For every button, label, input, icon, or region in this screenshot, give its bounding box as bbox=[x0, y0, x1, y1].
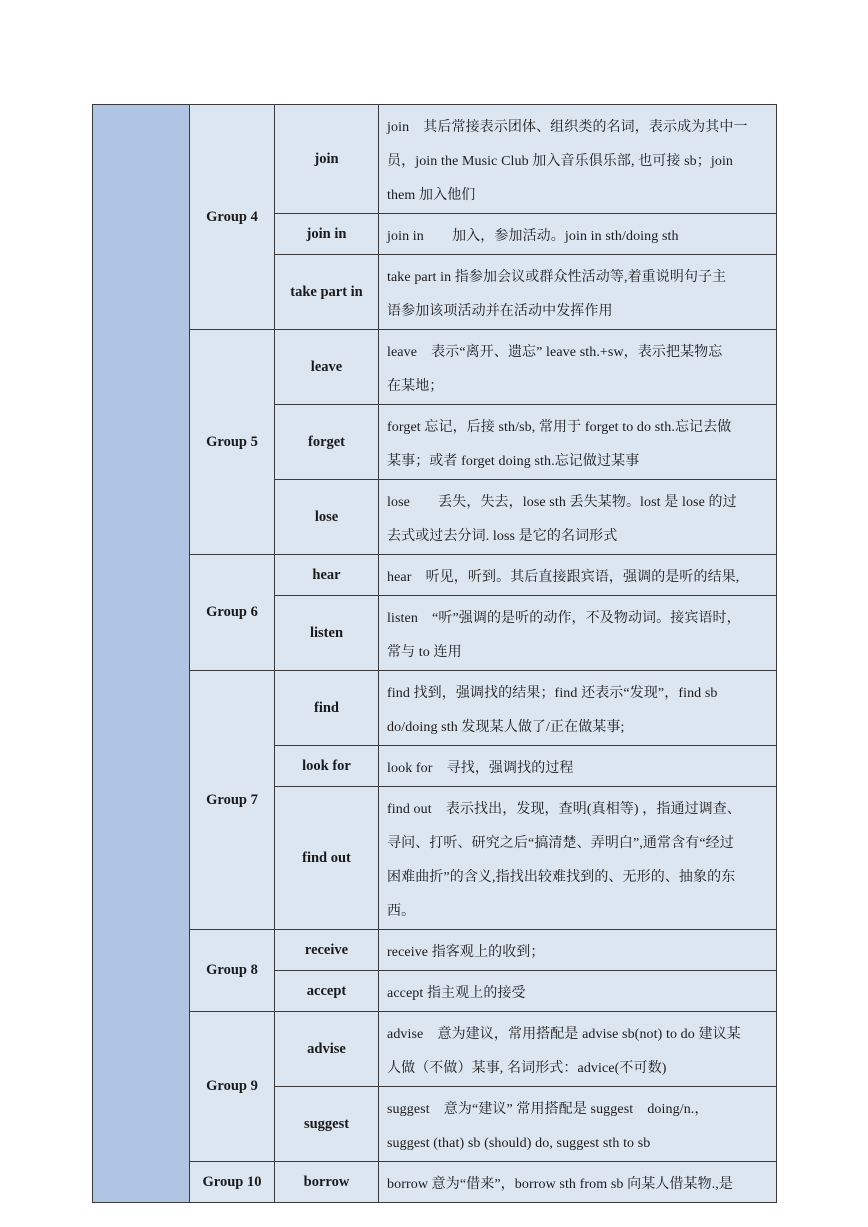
word-cell: hear bbox=[275, 555, 379, 596]
word-cell: leave bbox=[275, 330, 379, 405]
word-cell: listen bbox=[275, 596, 379, 671]
word-cell: look for bbox=[275, 746, 379, 787]
definition-line: 语参加该项活动并在活动中发挥作用 bbox=[387, 304, 613, 319]
definition-line: 人做（不做）某事, 名词形式：advice(不可数) bbox=[387, 1061, 667, 1076]
definition-cell bbox=[379, 746, 777, 787]
definition-cell bbox=[379, 330, 777, 405]
definition-line: join in 加入，参加活动。join in sth/doing sth bbox=[387, 229, 679, 244]
definition-line: 去式或过去分词. loss 是它的名词形式 bbox=[387, 529, 618, 544]
group-label: Group 5 bbox=[190, 330, 275, 555]
definition-line: 在某地； bbox=[387, 379, 444, 394]
definition-line: leave 表示“离开、遗忘” leave sth.+sw，表示把某物忘 bbox=[387, 345, 723, 360]
definition-line: find out 表示找出，发现，查明(真相等) ，指通过调查、 bbox=[387, 802, 741, 817]
definition-line: 寻问、打听、研究之后“搞清楚、弄明白”,通常含有“经过 bbox=[387, 836, 734, 851]
group-label: Group 6 bbox=[190, 555, 275, 671]
definition-line: 员，join the Music Club 加入音乐俱乐部, 也可接 sb；join bbox=[387, 154, 734, 169]
definition-line: 某事；或者 forget doing sth.忘记做过某事 bbox=[387, 454, 640, 469]
group-label: Group 7 bbox=[190, 671, 275, 930]
definition-cell bbox=[379, 671, 777, 746]
definition-line: borrow 意为“借来”，borrow sth from sb 向某人借某物.,是 bbox=[387, 1177, 733, 1192]
word-cell: advise bbox=[275, 1012, 379, 1087]
definition-cell bbox=[379, 1087, 777, 1162]
definition-line: take part in 指参加会议或群众性活动等,着重说明句子主 bbox=[387, 270, 727, 285]
word-cell: find out bbox=[275, 787, 379, 930]
word-cell: accept bbox=[275, 971, 379, 1012]
definition-line: advise 意为建议，常用搭配是 advise sb(not) to do 建议某 bbox=[387, 1027, 741, 1042]
definition-cell bbox=[379, 971, 777, 1012]
group-label: Group 8 bbox=[190, 930, 275, 1012]
word-cell: lose bbox=[275, 480, 379, 555]
definition-line: do/doing sth 发现某人做了/正在做某事; bbox=[387, 720, 625, 735]
vocabulary-table bbox=[92, 104, 777, 1203]
definition-cell bbox=[379, 255, 777, 330]
definition-line: suggest 意为“建议” 常用搭配是 suggest doing/n.， bbox=[387, 1102, 709, 1117]
word-cell: suggest bbox=[275, 1087, 379, 1162]
definition-cell bbox=[379, 930, 777, 971]
definition-cell bbox=[379, 596, 777, 671]
definition-line: listen “听”强调的是听的动作，不及物动词。接宾语时， bbox=[387, 611, 741, 626]
definition-line: lose 丢失，失去，lose sth 丢失某物。lost 是 lose 的过 bbox=[387, 495, 737, 510]
definition-line: 西。 bbox=[387, 904, 416, 919]
definition-line: find 找到，强调找的结果；find 还表示“发现”，find sb bbox=[387, 686, 718, 701]
word-cell: join in bbox=[275, 214, 379, 255]
definition-line: forget 忘记，后接 sth/sb, 常用于 forget to do sth.忘记去做 bbox=[387, 420, 732, 435]
definition-cell bbox=[379, 214, 777, 255]
word-cell: join bbox=[275, 105, 379, 214]
definition-cell bbox=[379, 105, 777, 214]
word-cell: take part in bbox=[275, 255, 379, 330]
group-label: Group 10 bbox=[190, 1162, 275, 1203]
group-label: Group 4 bbox=[190, 105, 275, 330]
definition-cell bbox=[379, 1012, 777, 1087]
definition-line: hear 听见，听到。其后直接跟宾语，强调的是听的结果, bbox=[387, 570, 740, 585]
definition-line: receive 指客观上的收到； bbox=[387, 945, 545, 960]
definition-cell bbox=[379, 480, 777, 555]
word-cell: find bbox=[275, 671, 379, 746]
definition-line: look for 寻找，强调找的过程 bbox=[387, 761, 574, 776]
definition-line: 常与 to 连用 bbox=[387, 645, 462, 660]
word-cell: borrow bbox=[275, 1162, 379, 1203]
definition-line: suggest (that) sb (should) do, suggest sth to sb bbox=[387, 1136, 651, 1151]
definition-cell bbox=[379, 1162, 777, 1203]
definition-line: them 加入他们 bbox=[387, 188, 476, 203]
word-cell: forget bbox=[275, 405, 379, 480]
definition-line: 困难曲折”的含义,指找出较难找到的、无形的、抽象的东 bbox=[387, 870, 736, 885]
group-label: Group 9 bbox=[190, 1012, 275, 1162]
definition-line: join 其后常接表示团体、组织类的名词，表示成为其中一 bbox=[387, 120, 748, 135]
definition-cell bbox=[379, 787, 777, 930]
word-cell: receive bbox=[275, 930, 379, 971]
definition-cell bbox=[379, 555, 777, 596]
definition-cell bbox=[379, 405, 777, 480]
side-column bbox=[93, 105, 190, 1203]
definition-line: accept 指主观上的接受 bbox=[387, 986, 526, 1001]
